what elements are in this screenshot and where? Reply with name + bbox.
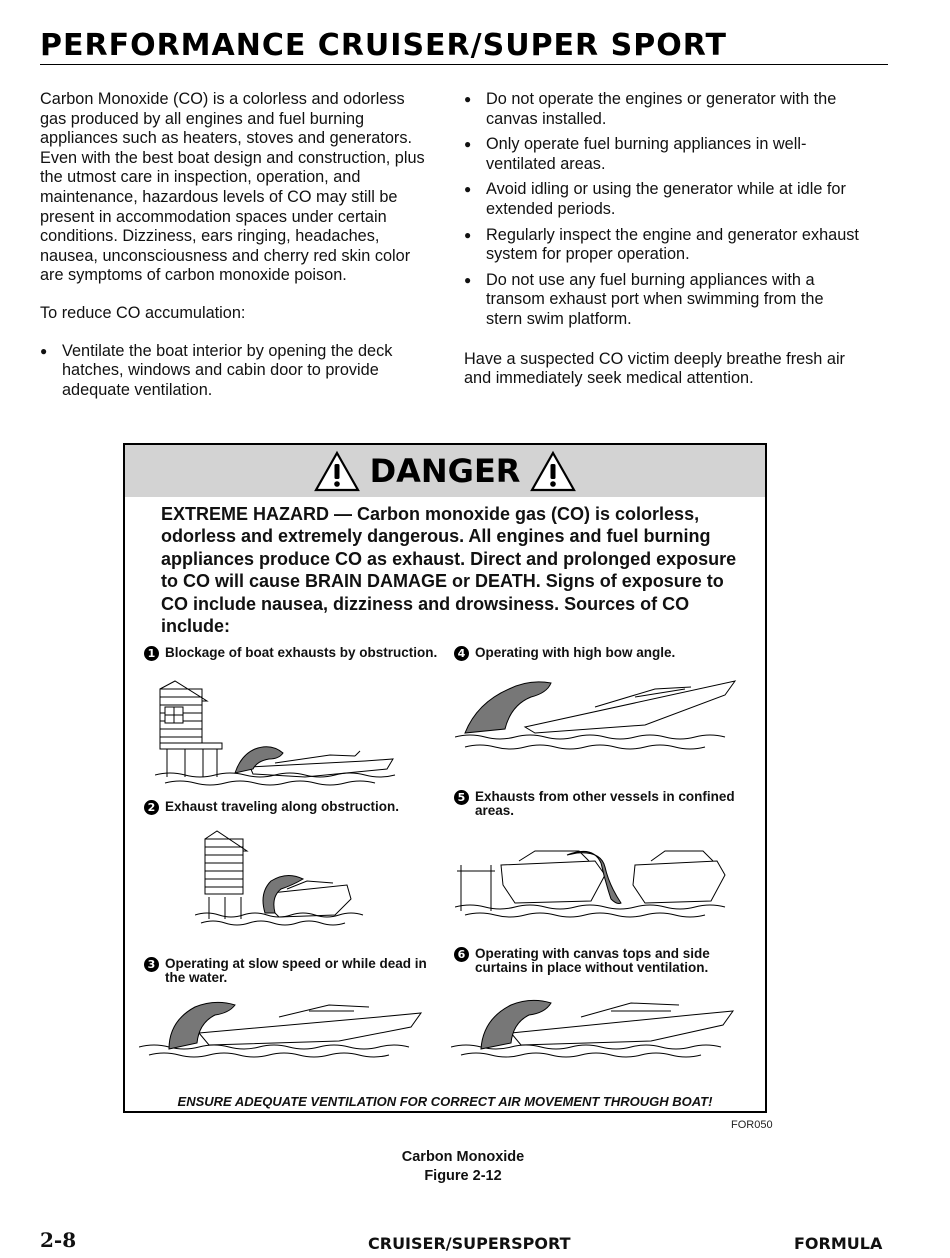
right-column <box>464 90 864 389</box>
bullet-list-right <box>464 90 864 330</box>
number-badge: 5 <box>454 790 469 805</box>
number-badge: 6 <box>454 947 469 962</box>
bullet-item: ● Avoid idling or using the generator while at idle for extended periods. <box>464 180 864 219</box>
left-column <box>40 90 435 400</box>
number-badge: 1 <box>144 646 159 661</box>
canvas-tops-illustration <box>451 991 736 1063</box>
bullet-item: ● Regularly inspect the engine and generator exhaust system for proper operation. <box>464 226 864 265</box>
source-item-3 <box>144 957 445 985</box>
hazard-text: EXTREME HAZARD — Carbon monoxide gas (CO) is colorless, odorless and extremely dangerous. All engines and fuel burning appliances produce CO as exhaust. Direct and prolonged exposure to CO will cause BRAIN DAMAGE or DEATH. Signs of exposure to CO include nausea, dizziness and drowsiness. Sources of CO include: <box>161 504 737 637</box>
source-item-4 <box>454 646 755 661</box>
source-label: Operating at slow speed or while dead in the water. <box>165 956 427 985</box>
source-label: Exhausts from other vessels in confined areas. <box>475 789 735 818</box>
high-bow-angle-illustration <box>455 673 740 755</box>
source-label: Exhaust traveling along obstruction. <box>165 799 400 814</box>
source-item-1 <box>144 646 445 661</box>
slow-speed-illustration <box>139 991 424 1063</box>
source-item-5 <box>454 790 755 818</box>
figure-code: FOR050 <box>731 1119 773 1131</box>
intro-paragraph: Carbon Monoxide (CO) is a colorless and odorless gas produced by all engines and fuel burning appliances such as heaters, stoves and generators. Even with the best boat design and construction, plus the utmost care in inspection, operation, and maintenance, hazardous levels of CO may still be present in accommodation spaces under certain conditions. Dizziness, ears ringing, headaches, nausea, unconsciousness and cherry red skin color are symptoms of carbon monoxide poison. <box>40 90 425 285</box>
danger-box <box>123 443 767 1113</box>
danger-banner <box>125 445 765 497</box>
source-label: Operating with canvas tops and side curtains in place without ventilation. <box>475 946 710 975</box>
number-badge: 2 <box>144 800 159 815</box>
source-label: Operating with high bow angle. <box>475 645 676 660</box>
blocked-exhaust-illustration <box>155 677 400 787</box>
reduce-lead: To reduce CO accumulation: <box>40 303 246 322</box>
number-badge: 4 <box>454 646 469 661</box>
warning-triangle-icon <box>314 450 360 492</box>
source-label: Blockage of boat exhausts by obstruction. <box>165 645 438 660</box>
figure-caption: Carbon Monoxide <box>401 1149 525 1165</box>
bullet-item: ● Do not operate the engines or generator with the canvas installed. <box>464 90 864 129</box>
ventilation-warning: ENSURE ADEQUATE VENTILATION FOR CORRECT AIR MOVEMENT THROUGH BOAT! <box>177 1094 713 1109</box>
source-item-2 <box>144 800 445 815</box>
source-item-6 <box>454 947 755 975</box>
bullet-list-left <box>40 342 435 401</box>
exhaust-along-obstruction-illustration <box>195 827 365 927</box>
confined-vessels-illustration <box>455 845 740 921</box>
page-title: PERFORMANCE CRUISER/SUPER SPORT <box>40 28 727 63</box>
danger-heading: DANGER <box>369 452 521 490</box>
warning-triangle-icon <box>530 450 576 492</box>
victim-advice: Have a suspected CO victim deeply breathe fresh air and immediately seek medical attention. <box>464 349 845 388</box>
bullet-item: ● Do not use any fuel burning appliances with a transom exhaust port when swimming from the stern swim platform. <box>464 271 864 330</box>
bullet-item: ● Only operate fuel burning appliances in well-ventilated areas. <box>464 135 864 174</box>
page-number: 2-8 <box>40 1228 77 1252</box>
footer-brand: FORMULA <box>794 1234 883 1253</box>
footer-model: CRUISER/SUPERSPORT <box>368 1234 571 1253</box>
bullet-item: ● Ventilate the boat interior by opening the deck hatches, windows and cabin door to provide adequate ventilation. <box>40 342 435 401</box>
number-badge: 3 <box>144 957 159 972</box>
header-rule <box>40 64 888 65</box>
figure-number: Figure 2-12 <box>424 1168 502 1184</box>
